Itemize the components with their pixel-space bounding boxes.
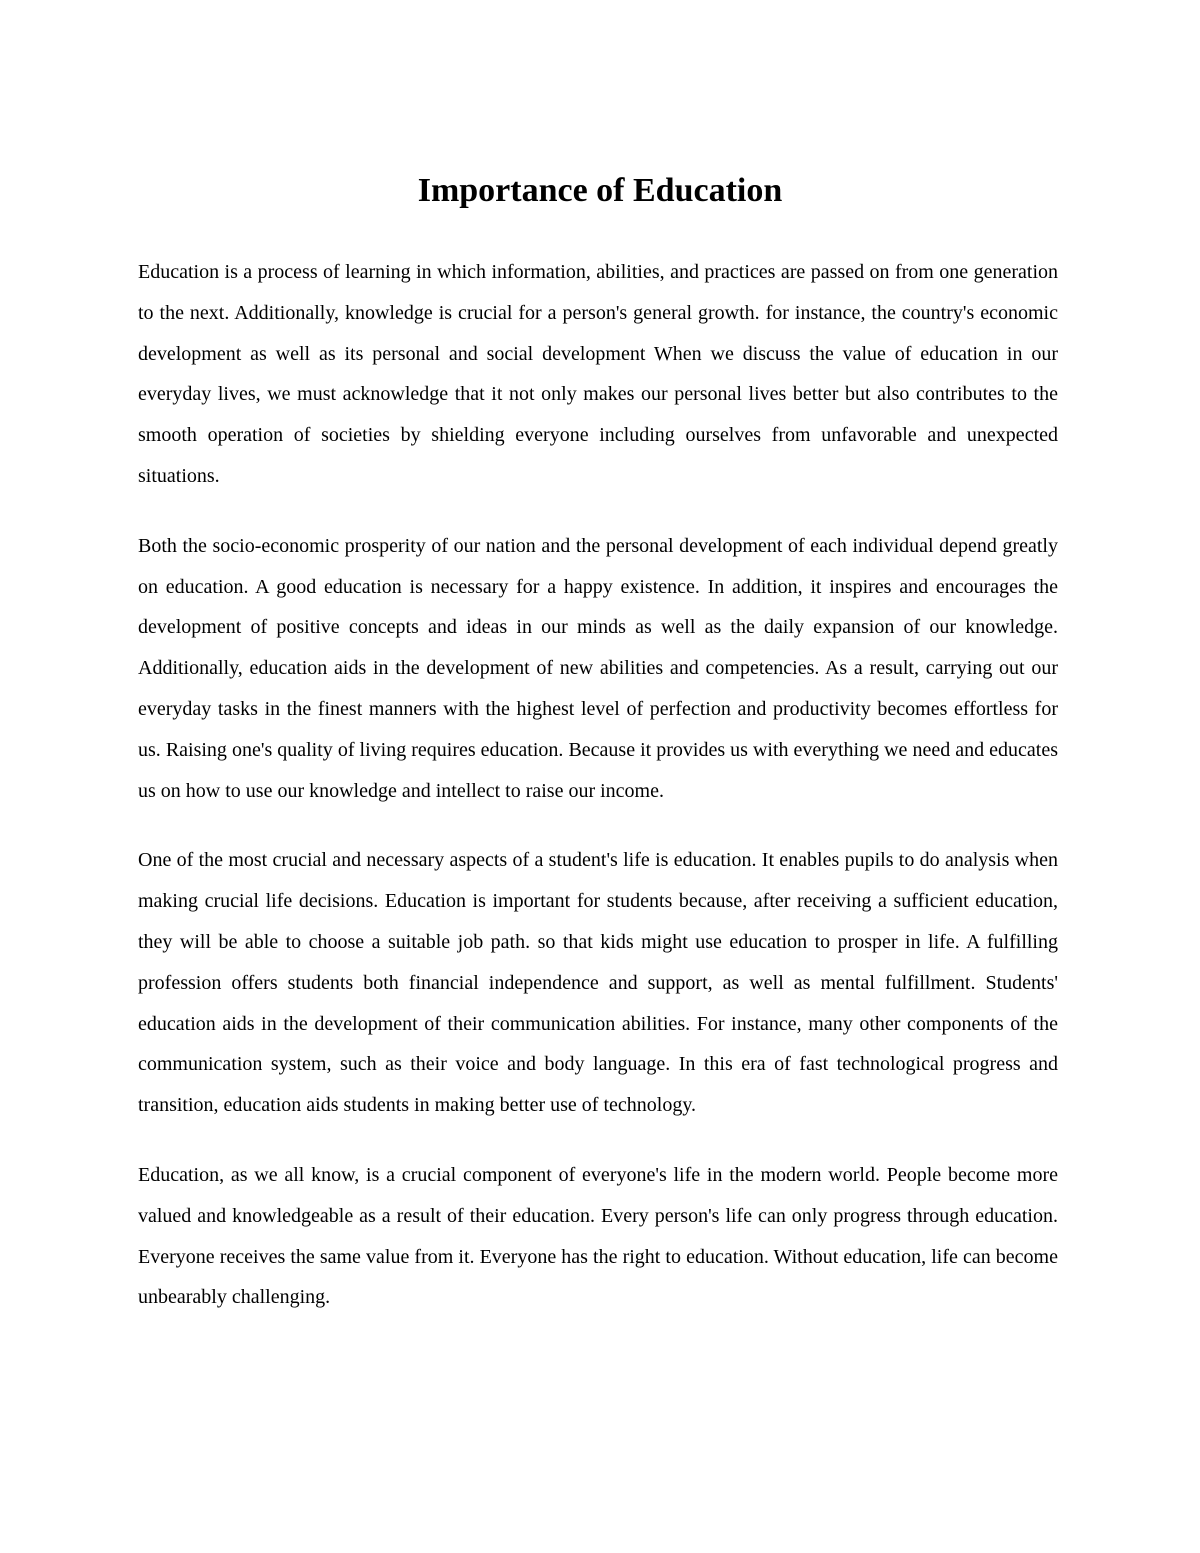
- document-title: Importance of Education: [417, 172, 783, 209]
- paragraph-2: Both the socio-economic prosperity of our nation and the personal development of each individual depend greatly on education. A good education is necessary for a happy existence. In addition, it inspires and encourages the development of positive concepts and ideas in our minds as well as the daily expansion of our knowledge. Additionally, education aids in the development of new abilities and competencies. As a result, carrying out our everyday tasks in the finest manners with the highest level of perfection and productivity becomes effortless for us. Raising one's quality of living requires education. Because it provides us with everything we need and educates us on how to use our knowledge and intellect to raise our income.: [138, 534, 1058, 802]
- paragraph-3: One of the most crucial and necessary aspects of a student's life is education. It enables pupils to do analysis when making crucial life decisions. Education is important for students because, after receiving a sufficient education, they will be able to choose a suitable job path. so that kids might use education to prosper in life. A fulfilling profession offers students both financial independence and support, as well as mental fulfillment. Students' education aids in the development of their communication abilities. For instance, many other components of the communication system, such as their voice and body language. In this era of fast technological progress and transition, education aids students in making better use of technology.: [138, 849, 1058, 1117]
- document-body: [138, 252, 1058, 1347]
- paragraph-4: Education, as we all know, is a crucial component of everyone's life in the modern world. People become more valued and knowledgeable as a result of their education. Every person's life can only progress through education. Everyone receives the same value from it. Everyone has the right to education. Without education, life can become unbearably challenging.: [138, 1163, 1058, 1309]
- paragraph-1: Education is a process of learning in which information, abilities, and practices are passed on from one generation to the next. Additionally, knowledge is crucial for a person's general growth. for instance, the country's economic development as well as its personal and social development When we discuss the value of education in our everyday lives, we must acknowledge that it not only makes our personal lives better but also contributes to the smooth operation of societies by shielding everyone including ourselves from unfavorable and unexpected situations.: [138, 261, 1058, 487]
